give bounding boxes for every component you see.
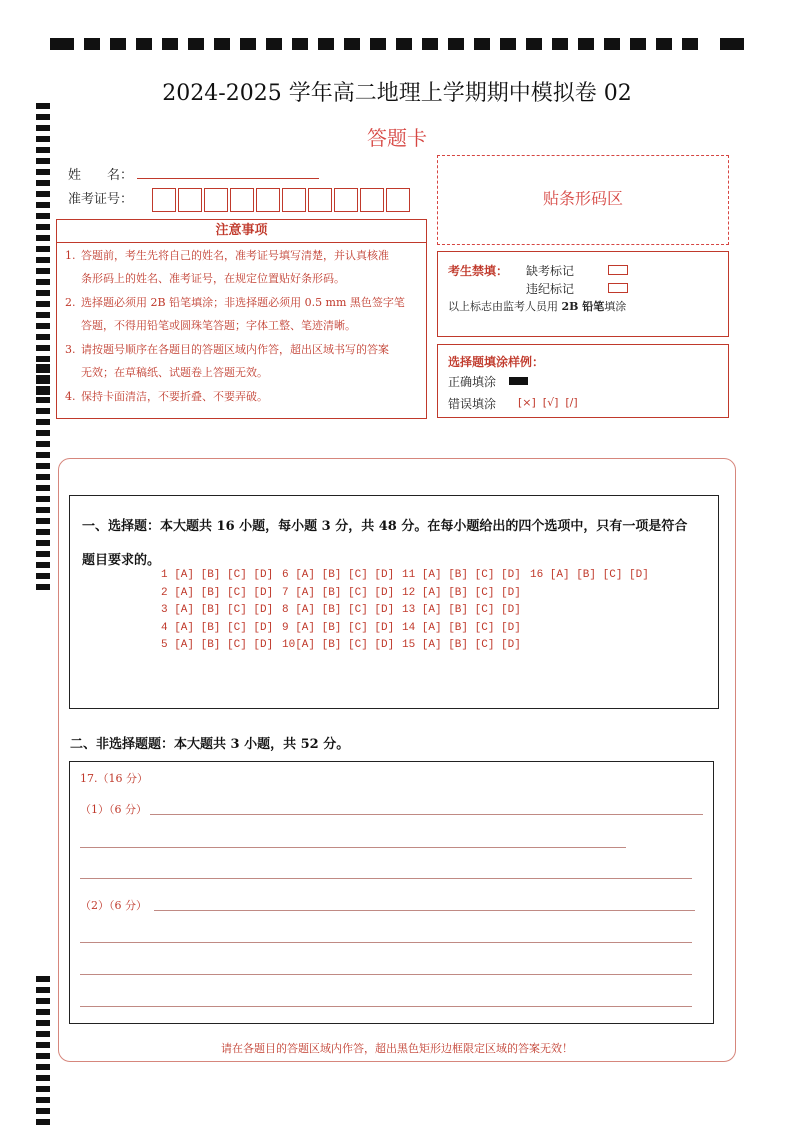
answer-sheet-subtitle: 答题卡 — [367, 126, 427, 150]
answer-line[interactable] — [80, 847, 626, 848]
side-timing-marks-middle — [36, 364, 50, 595]
answer-row[interactable]: 10[A] [B] [C] [D] — [282, 639, 395, 651]
answer-column[interactable] — [530, 567, 649, 585]
exam-id-box[interactable] — [282, 188, 306, 212]
answer-row[interactable]: 13 [A] [B] [C] [D] — [402, 604, 521, 616]
answer-row[interactable]: 5 [A] [B] [C] [D] — [161, 639, 274, 651]
name-label: 姓 名： — [68, 168, 134, 183]
question-17-title: 17.（16 分） — [80, 772, 148, 785]
fill-example-box — [437, 344, 729, 418]
examiner-only-box — [437, 251, 729, 337]
answer-row[interactable]: 16 [A] [B] [C] [D] — [530, 569, 649, 581]
answer-row[interactable]: 6 [A] [B] [C] [D] — [282, 569, 395, 581]
exam-id-box[interactable] — [178, 188, 202, 212]
ban-label: 考生禁填： — [448, 264, 509, 278]
exam-id-box[interactable] — [386, 188, 410, 212]
wrong-fill-samples: [×] [√] [/] — [518, 396, 578, 409]
notice-item: 4. 保持卡面清洁，不要折叠、不要弄破。 — [65, 390, 268, 403]
answer-row[interactable]: 7 [A] [B] [C] [D] — [282, 586, 395, 599]
top-timing-marks — [50, 38, 744, 50]
answer-row[interactable]: 8 [A] [B] [C] [D] — [282, 604, 395, 616]
example-heading: 选择题填涂样例： — [448, 355, 545, 369]
absent-mark-box[interactable] — [608, 265, 628, 275]
notice-item: 3. 请按题号顺序在各题目的答题区域内作答，超出区域书写的答案 无效；在草稿纸、试题卷上答题无效。 — [65, 343, 389, 379]
exam-id-box[interactable] — [256, 188, 280, 212]
notice-item: 1. 答题前，考生先将自己的姓名，准考证号填写清楚，并认真核准 条形码上的姓名、准考证号，在规定位置贴好条形码。 — [65, 249, 389, 285]
answer-row[interactable]: 3 [A] [B] [C] [D] — [161, 604, 274, 616]
violation-mark-box[interactable] — [608, 283, 628, 293]
notice-item: 2. 选择题必须用 2B 铅笔填涂；非选择题必须用 0.5 mm 黑色签字笔 答题，不得用铅笔或圆珠笔答题；字体工整、笔迹清晰。 — [65, 296, 405, 332]
correct-fill-sample — [509, 377, 528, 385]
answer-row[interactable]: 4 [A] [B] [C] [D] — [161, 621, 274, 634]
answer-line[interactable] — [80, 974, 692, 975]
answer-row[interactable]: 12 [A] [B] [C] [D] — [402, 586, 521, 599]
ban-note: 以上标志由监考人员用 2B 铅笔填涂 — [448, 300, 627, 313]
answer-line[interactable] — [80, 878, 692, 879]
notice-heading: 注意事项 — [57, 220, 426, 243]
absent-mark-label: 缺考标记 — [526, 264, 575, 278]
part1-heading: 一、选择题：本大题共 16 小题，每小题 3 分，共 48 分。在每小题给出的四个选项中，只有一项是符合 题目要求的。 — [82, 519, 688, 568]
answer-column[interactable] — [161, 567, 273, 655]
exam-id-box[interactable] — [152, 188, 176, 212]
barcode-area: 贴条形码区 — [437, 155, 729, 245]
answer-column[interactable] — [282, 567, 394, 655]
answer-row[interactable]: 9 [A] [B] [C] [D] — [282, 621, 395, 634]
exam-id-box[interactable] — [334, 188, 358, 212]
exam-id-box[interactable] — [204, 188, 228, 212]
subquestion-1-label: （1）（6 分） — [80, 803, 147, 816]
exam-id-boxes[interactable] — [152, 188, 412, 212]
notice-box — [56, 219, 427, 419]
footer-warning: 请在各题目的答题区域内作答，超出黑色矩形边框限定区域的答案无效！ — [221, 1042, 573, 1055]
wrong-fill-label: 错误填涂 — [448, 397, 497, 411]
name-input-line[interactable] — [137, 178, 319, 179]
part2-heading: 二、非选择题题：本大题共 3 小题，共 52 分。 — [70, 737, 350, 752]
exam-id-box[interactable] — [360, 188, 384, 212]
correct-fill-label: 正确填涂 — [448, 375, 497, 389]
answer-row[interactable]: 11 [A] [B] [C] [D] — [402, 569, 521, 581]
answer-row[interactable]: 1 [A] [B] [C] [D] — [161, 569, 274, 581]
answer-row[interactable]: 15 [A] [B] [C] [D] — [402, 639, 521, 651]
exam-id-label: 准考证号： — [68, 192, 134, 207]
answer-line[interactable] — [80, 1006, 692, 1007]
answer-line[interactable] — [150, 814, 703, 815]
exam-title: 2024-2025 学年高二地理上学期期中模拟卷 02 — [162, 81, 632, 106]
answer-row[interactable]: 2 [A] [B] [C] [D] — [161, 586, 274, 599]
multiple-choice-section — [69, 495, 719, 709]
question-17-box — [69, 761, 714, 1024]
exam-id-box[interactable] — [308, 188, 332, 212]
subquestion-2-label: （2）（6 分） — [80, 899, 147, 912]
answer-line[interactable] — [80, 942, 692, 943]
answer-line[interactable] — [154, 910, 695, 911]
answer-column[interactable] — [402, 567, 521, 655]
exam-id-box[interactable] — [230, 188, 254, 212]
answer-row[interactable]: 14 [A] [B] [C] [D] — [402, 621, 521, 634]
violation-mark-label: 违纪标记 — [526, 282, 575, 296]
